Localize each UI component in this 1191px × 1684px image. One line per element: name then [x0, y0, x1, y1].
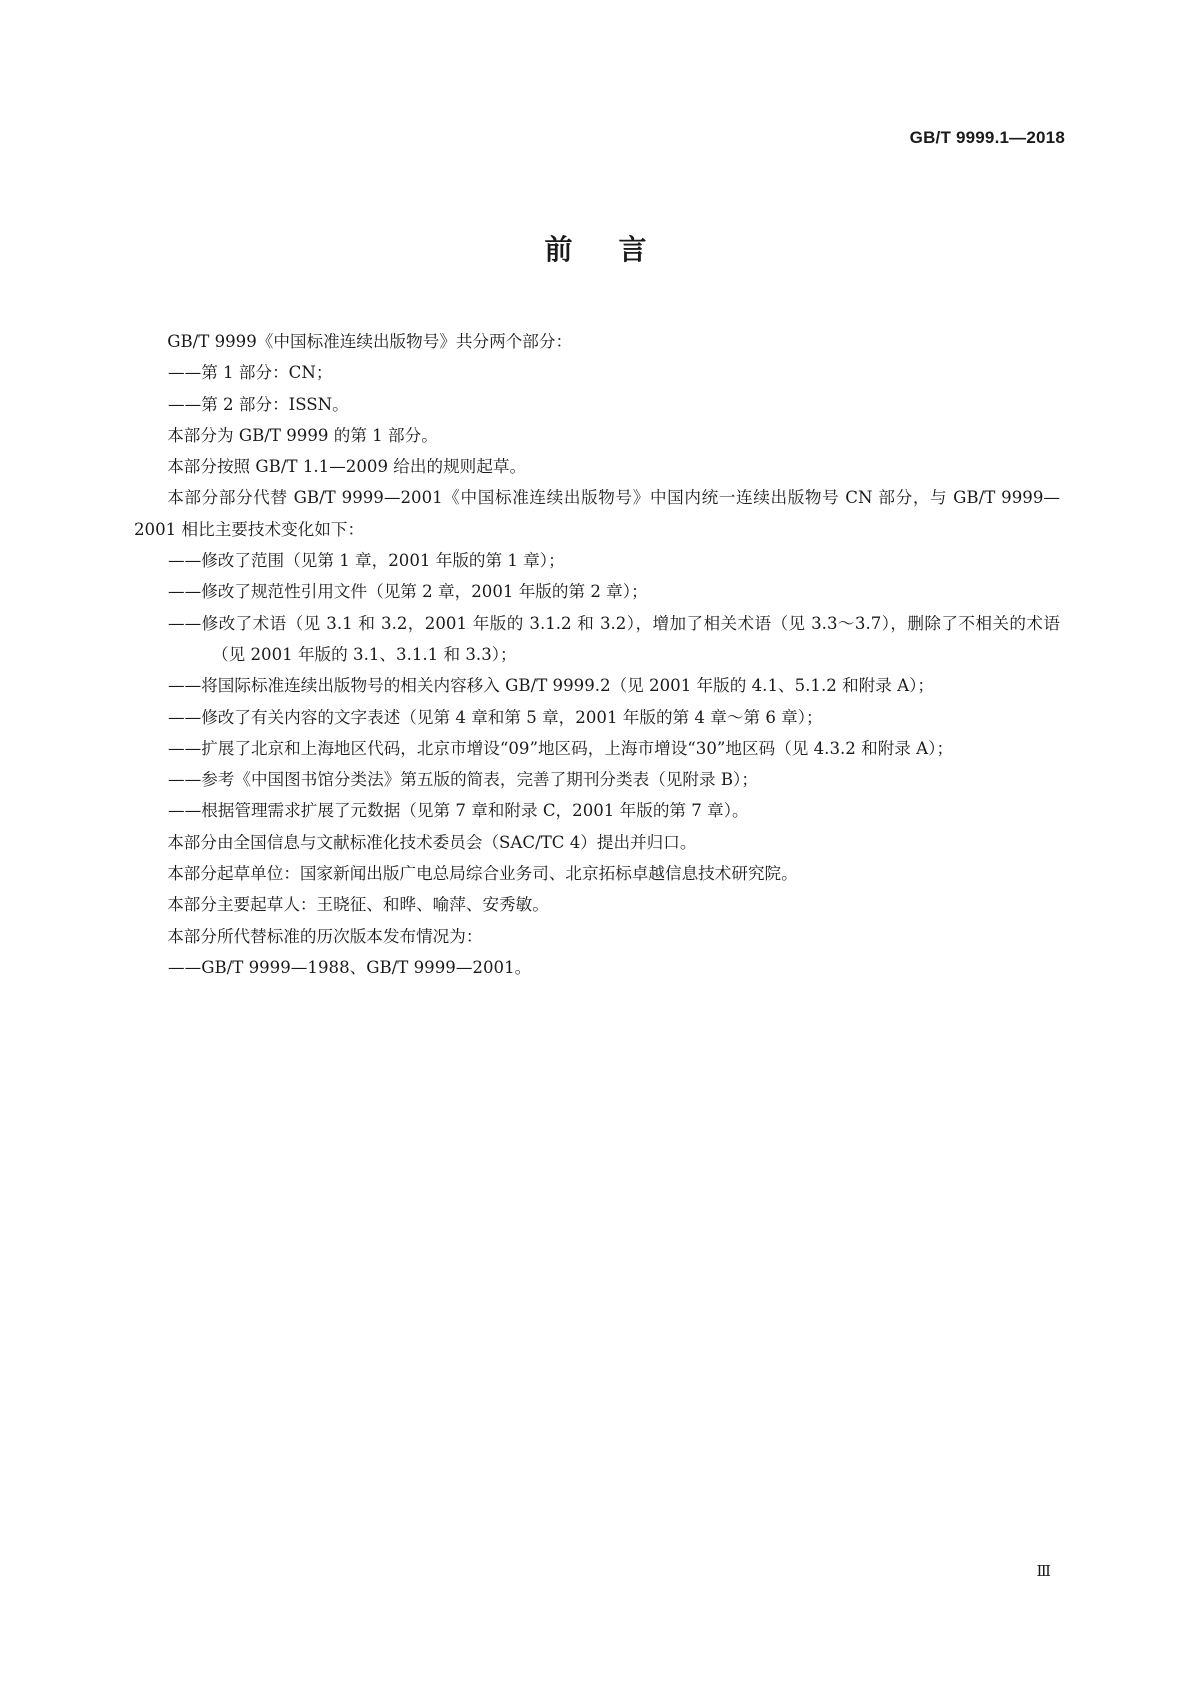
list-item: ——第 2 部分：ISSN。 [168, 394, 349, 414]
page-number: Ⅲ [1036, 1562, 1051, 1580]
list-item: ——修改了有关内容的文字表述（见第 4 章和第 5 章，2001 年版的第 4 章～第 6 章）； [168, 707, 823, 727]
paragraph: 本部分主要起草人：王晓征、和晔、喻萍、安秀敏。 [167, 895, 549, 915]
paragraph: 本部分所代替标准的历次版本发布情况为： [167, 926, 483, 946]
paragraph: 本部分起草单位：国家新闻出版广电总局综合业务司、北京拓标卓越信息技术研究院。 [167, 864, 798, 884]
paragraph: GB/T 9999《中国标准连续出版物号》共分两个部分： [167, 332, 573, 351]
list-item: ——修改了规范性引用文件（见第 2 章，2001 年版的第 2 章）； [168, 582, 648, 602]
list-item: ——参考《中国图书馆分类法》第五版的简表，完善了期刊分类表（见附录 B）； [168, 770, 758, 790]
foreword-body [134, 326, 1060, 983]
list-item: ——GB/T 9999—1988、GB/T 9999—2001。 [168, 957, 532, 977]
list-item: ——第 1 部分：CN； [168, 363, 333, 383]
standard-code: GB/T 9999.1—2018 [909, 128, 1065, 147]
paragraph: 本部分部分代替 GB/T 9999—2001《中国标准连续出版物号》中国内统一连续出版物号 CN 部分，与 GB/T 9999—2001 相比主要技术变化如下： [134, 488, 1060, 539]
list-item: ——修改了范围（见第 1 章，2001 年版的第 1 章）； [168, 551, 565, 571]
list-item: ——根据管理需求扩展了元数据（见第 7 章和附录 C，2001 年版的第 7 章）。 [168, 801, 749, 821]
page-title: 前言 [544, 233, 693, 266]
paragraph: 本部分为 GB/T 9999 的第 1 部分。 [167, 425, 438, 445]
list-item: ——扩展了北京和上海地区代码，北京市增设“09”地区码，上海市增设“30”地区码（见 4.3.2 和附录 A）； [168, 738, 954, 758]
paragraph: 本部分按照 GB/T 1.1—2009 给出的规则起草。 [167, 457, 527, 477]
paragraph: 本部分由全国信息与文献标准化技术委员会（SAC/TC 4）提出并归口。 [167, 832, 697, 852]
list-item: ——修改了术语（见 3.1 和 3.2，2001 年版的 3.1.2 和 3.2），增加了相关术语（见 3.3～3.7），删除了不相关的术语（见 2001 年版的 3.1、3.1.1 和 3.3）； [168, 613, 1060, 664]
list-item: ——将国际标准连续出版物号的相关内容移入 GB/T 9999.2（见 2001 年版的 4.1、5.1.2 和附录 A）； [168, 676, 935, 696]
